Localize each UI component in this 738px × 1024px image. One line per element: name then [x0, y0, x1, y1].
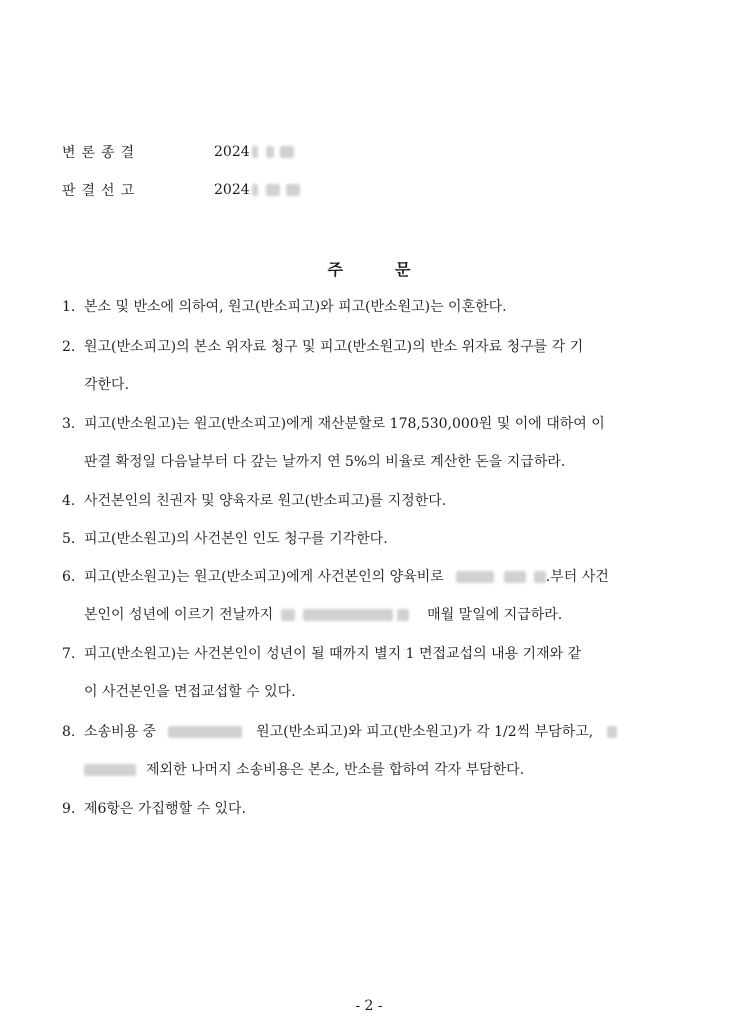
redacted-block [504, 571, 526, 583]
order-item-4: 4. 사건본인의 친권자 및 양육자로 원고(반소피고)를 지정한다. [62, 493, 447, 509]
redacted-block [607, 726, 617, 738]
redacted-block [84, 764, 136, 776]
page-number: - 2 - [355, 998, 383, 1014]
redacted-block [534, 571, 546, 583]
redacted-block [303, 609, 393, 621]
order-item-1: 1. 본소 및 반소에 의하여, 원고(반소피고)와 피고(반소원고)는 이혼한다. [62, 299, 507, 315]
order-item-3: 3. 피고(반소원고)는 원고(반소피고)에게 재산분할로 178,530,000원 및 이에 대하여 이 판결 확정일 다음날부터 다 갚는 날까지 연 5%의 비율로 계산한 돈을 지급하라. [62, 416, 605, 470]
redacted-block [280, 146, 294, 158]
order-item-9: 9. 제6항은 가집행할 수 있다. [62, 801, 246, 817]
redacted-block [397, 609, 409, 621]
redacted-block [252, 184, 258, 196]
closing-date-value: 2024 [214, 144, 250, 160]
order-item-6: 6. 피고(반소원고)는 원고(반소피고)에게 사건본인의 양육비로 .부터 사건 본인이 성년에 이르기 전날까지 매월 말일에 지급하라. [62, 569, 609, 623]
redacted-block [286, 184, 300, 196]
judgment-label: 판결선고 [62, 183, 141, 199]
judgment-date-value: 2024 [214, 182, 250, 198]
redacted-block [266, 184, 280, 196]
redacted-block [168, 726, 242, 738]
order-heading: 주 문 [327, 260, 411, 279]
redacted-block [281, 609, 295, 621]
order-item-8: 8. 소송비용 중 원고(반소피고)와 피고(반소원고)가 각 1/2씩 부담하고, 제외한 나머지 소송비용은 본소, 반소를 합하여 각자 부담한다. [62, 722, 684, 780]
order-item-2: 2. 원고(반소피고)의 본소 위자료 청구 및 피고(반소원고)의 반소 위자료 청구를 각 기 각한다. [62, 339, 584, 393]
redacted-block [266, 146, 274, 158]
judgment-date-row [62, 180, 300, 200]
order-item-7: 7. 피고(반소원고)는 사건본인이 성년이 될 때까지 별지 1 면접교섭의 내용 기재와 같 이 사건본인을 면접교섭할 수 있다. [62, 646, 582, 700]
closing-label: 변론종결 [62, 145, 141, 161]
closing-date-row [62, 142, 294, 162]
order-item-5: 5. 피고(반소원고)의 사건본인 인도 청구를 기각한다. [62, 531, 388, 547]
redacted-block [456, 571, 494, 583]
redacted-block [252, 146, 258, 158]
